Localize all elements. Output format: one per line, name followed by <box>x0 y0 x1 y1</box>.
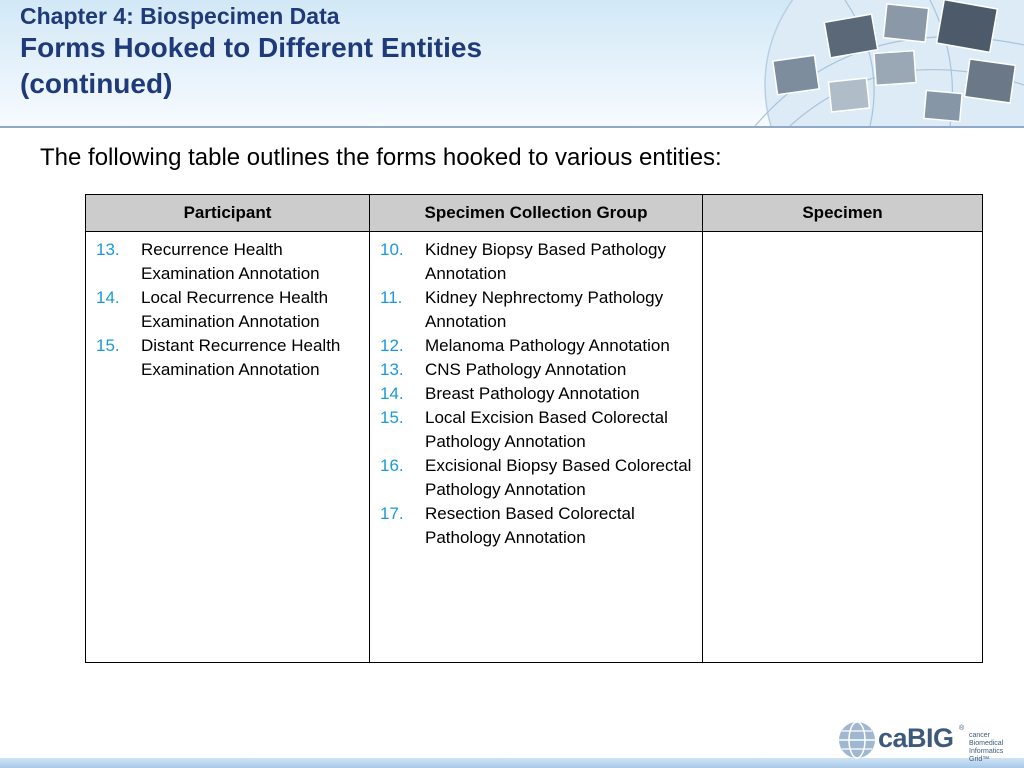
list-item-text: Resection Based Colorectal Pathology Annotation <box>425 504 635 547</box>
list-item-number: 14. <box>96 288 120 307</box>
title-block <box>20 2 482 102</box>
list-item <box>380 358 702 382</box>
participant-cell <box>86 232 370 663</box>
logo-wordmark: caBIG <box>878 723 954 753</box>
logo-tagline: cancer Biomedical Informatics Grid™ <box>969 732 1004 763</box>
list-item-number: 16. <box>380 456 404 475</box>
list-item <box>96 334 369 382</box>
list-item <box>380 406 702 454</box>
list-item <box>380 454 702 502</box>
list-item-text: Recurrence Health Examination Annotation <box>141 240 320 283</box>
header-specimen-collection-group: Specimen Collection Group <box>370 195 703 232</box>
list-item <box>380 502 702 550</box>
list-item <box>380 382 702 406</box>
chapter-label: Chapter 4: Biospecimen Data <box>20 3 340 29</box>
list-item-number: 13. <box>380 360 404 379</box>
header-specimen: Specimen <box>703 195 983 232</box>
slide-title <box>20 30 482 102</box>
list-item-number: 14. <box>380 384 404 403</box>
scg-form-list <box>380 238 702 550</box>
table-header-row <box>86 195 983 232</box>
list-item-number: 10. <box>380 240 404 259</box>
header-divider <box>0 126 1024 128</box>
forms-table <box>85 194 983 663</box>
list-item-text: Distant Recurrence Health Examination Annotation <box>141 336 341 379</box>
list-item-text: Kidney Biopsy Based Pathology Annotation <box>425 240 666 283</box>
list-item-text: Local Recurrence Health Examination Annotation <box>141 288 329 331</box>
list-item <box>380 286 702 334</box>
slide-header <box>0 0 1024 126</box>
list-item <box>96 238 369 286</box>
list-item-text: Breast Pathology Annotation <box>425 384 640 403</box>
list-item <box>380 334 702 358</box>
logo-registered-mark: ® <box>959 725 965 732</box>
list-item-text: CNS Pathology Annotation <box>425 360 627 379</box>
cabig-logo <box>838 720 1018 763</box>
list-item-number: 12. <box>380 336 404 355</box>
header-participant: Participant <box>86 195 370 232</box>
slide-title-line1: Forms Hooked to Different Entities <box>20 32 483 63</box>
list-item-text: Excisional Biopsy Based Colorectal Pathology Annotation <box>425 456 692 499</box>
list-item <box>96 286 369 334</box>
globe-photo-collage-icon <box>735 0 1024 126</box>
list-item-number: 17. <box>380 504 404 523</box>
list-item-text: Kidney Nephrectomy Pathology Annotation <box>425 288 664 331</box>
intro-text: The following table outlines the forms hooked to various entities: <box>40 144 722 171</box>
list-item-number: 15. <box>96 336 120 355</box>
list-item-number: 11. <box>380 288 403 307</box>
list-item-number: 13. <box>96 240 120 259</box>
table-row <box>86 232 983 663</box>
list-item-text: Local Excision Based Colorectal Pathology Annotation <box>425 408 668 451</box>
slide-title-line2: (continued) <box>20 68 173 99</box>
scg-cell <box>370 232 703 663</box>
cabig-globe-logo-icon <box>838 721 876 759</box>
participant-form-list <box>96 238 369 382</box>
list-item <box>380 238 702 286</box>
list-item-text: Melanoma Pathology Annotation <box>425 336 670 355</box>
list-item-number: 15. <box>380 408 404 427</box>
specimen-cell <box>703 232 983 663</box>
